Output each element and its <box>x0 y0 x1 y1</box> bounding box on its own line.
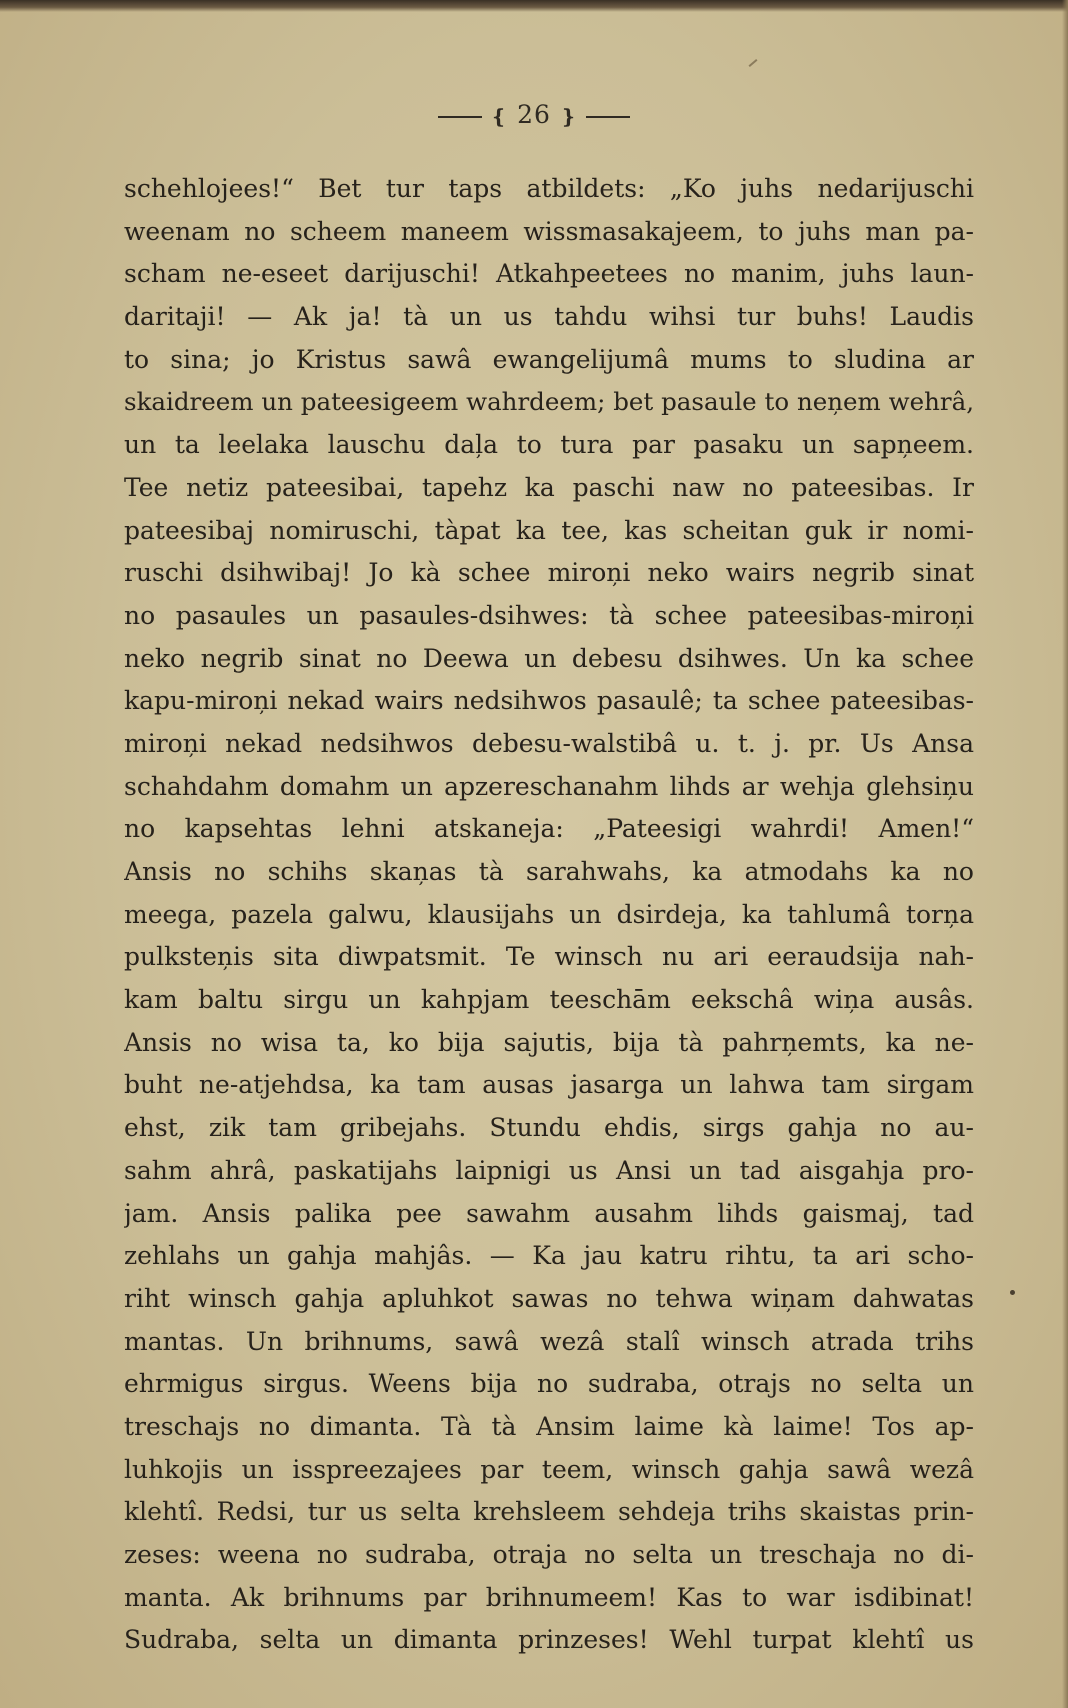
page-top-shadow <box>0 0 1068 12</box>
text-line: klehtî. Redsi, tur us selta krehsleem sehdeja trihs skaistas prin- <box>124 1497 974 1527</box>
text-line: Sudraba, selta un dimanta prinzeses! Wehl turpat klehtî us <box>124 1625 974 1655</box>
text-line: sahm ahrâ, paskatijahs laipnigi us Ansi un tad aisgahja pro- <box>124 1155 974 1185</box>
text-line: schehlojees!“ Bet tur taps atbildets: „Ko juhs nedarijuschi <box>124 174 974 203</box>
ink-speck <box>1010 1290 1015 1295</box>
text-line: un ta leelaka lauschu daļa to tura par pasaku un sapņeem. <box>124 430 974 460</box>
text-line: pateesibaj nomiruschi, tàpat ka tee, kas scheitan guk ir nomi- <box>124 515 974 545</box>
text-line: meega, pazela galwu, klausijahs un dsirdeja, ka tahlumâ torņa <box>124 899 974 929</box>
header-rule-right <box>586 116 630 118</box>
text-line: no pasaules un pasaules-dsihwes: tà schee pateesibas-miroņi <box>124 600 974 630</box>
text-line: daritaji! — Ak ja! tà un us tahdu wihsi tur buhs! Laudis <box>124 302 974 332</box>
text-line: schahdahm domahm un apzereschanahm lihds ar wehja glehsiņu <box>124 771 974 801</box>
text-line: zeses: weena no sudraba, otraja no selta un treschaja no di- <box>124 1540 974 1569</box>
page-header <box>0 100 1068 129</box>
text-line: weenam no scheem maneem wissmasakajeem, to juhs man pa- <box>124 216 974 246</box>
text-line: mantas. Un brihnums, sawâ wezâ stalî winsch atrada trihs <box>124 1326 974 1356</box>
text-line: ehrmigus sirgus. Weens bija no sudraba, otrajs no selta un <box>124 1369 974 1399</box>
text-line: manta. Ak brihnums par brihnumeem! Kas to war isdibinat! <box>124 1582 974 1612</box>
text-line: scham ne-eseet darijuschi! Atkahpeetees no manim, juhs laun- <box>124 259 974 289</box>
header-ornament-right: ❵ <box>559 104 578 129</box>
text-line: kam baltu sirgu un kahpjam teeschām eekschâ wiņa ausâs. <box>124 985 974 1015</box>
header-ornament-left: ❴ <box>490 104 509 129</box>
paper-mark <box>749 59 758 67</box>
text-line: Tee netiz pateesibai, tapehz ka paschi naw no pateesibas. Ir <box>124 472 974 502</box>
text-line: ruschi dsihwibaj! Jo kà schee miroņi neko wairs negrib sinat <box>124 558 974 588</box>
text-line: Ansis no schihs skaņas tà sarahwahs, ka atmodahs ka no <box>124 857 974 886</box>
page-right-shadow <box>1062 0 1068 1708</box>
text-line: kapu-miroņi nekad wairs nedsihwos pasaulê; ta schee pateesibas- <box>124 686 974 716</box>
text-line: zehlahs un gahja mahjâs. — Ka jau katru rihtu, ta ari scho- <box>124 1241 974 1271</box>
text-line: ehst, zik tam gribejahs. Stundu ehdis, sirgs gahja no au- <box>124 1113 974 1143</box>
page-number: 26 <box>517 100 551 129</box>
text-line: Ansis no wisa ta, ko bija sajutis, bija tà pahrņemts, ka ne- <box>124 1027 974 1057</box>
text-line: riht winsch gahja apluhkot sawas no tehwa wiņam dahwatas <box>124 1283 974 1313</box>
body-text <box>124 168 974 1662</box>
text-line: no kapsehtas lehni atskaneja: „Pateesigi wahrdi! Amen!“ <box>124 814 974 844</box>
text-line: jam. Ansis palika pee sawahm ausahm lihds gaismaj, tad <box>124 1198 974 1228</box>
text-line: pulksteņis sita diwpatsmit. Te winsch nu ari eeraudsija nah- <box>124 942 974 972</box>
header-rule-left <box>438 116 482 118</box>
text-line: buht ne-atjehdsa, ka tam ausas jasarga un lahwa tam sirgam <box>124 1070 974 1100</box>
text-line: treschajs no dimanta. Tà tà Ansim laime kà laime! Tos ap- <box>124 1411 974 1441</box>
text-line: skaidreem un pateesigeem wahrdeem; bet pasaule to neņem wehrâ, <box>124 387 974 417</box>
text-line: luhkojis un isspreezajees par teem, winsch gahja sawâ wezâ <box>124 1454 974 1484</box>
text-line: miroņi nekad nedsihwos debesu-walstibâ u. t. j. pr. Us Ansa <box>124 728 974 758</box>
text-line: to sina; jo Kristus sawâ ewangelijumâ mums to sludina ar <box>124 344 974 374</box>
text-line: neko negrib sinat no Deewa un debesu dsihwes. Un ka schee <box>124 643 974 673</box>
